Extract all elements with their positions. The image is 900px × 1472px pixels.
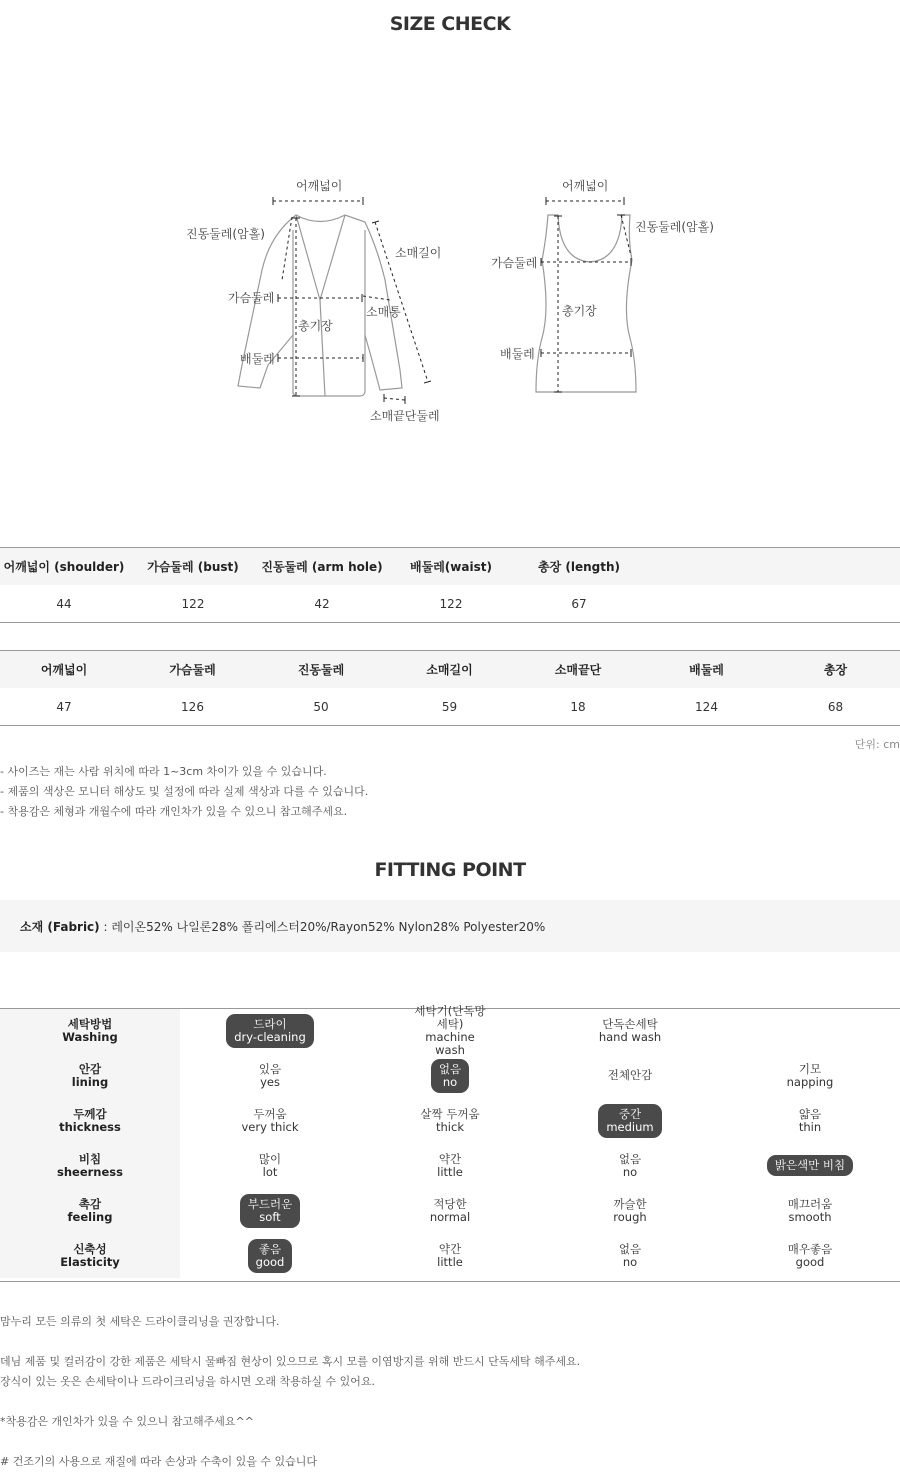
option-en: machine wash	[425, 1030, 475, 1057]
option-en: good	[795, 1254, 825, 1269]
option-ko: 밝은색만 비침	[774, 1158, 846, 1172]
fitting-option	[600, 1065, 660, 1086]
fitting-option-cell	[180, 1014, 360, 1048]
size-check-title: SIZE CHECK	[389, 13, 511, 35]
fitting-option	[605, 1194, 654, 1228]
footer-line: *착용감은 개인차가 있을 수 있으니 참고해주세요^^	[0, 1415, 254, 1428]
fitting-row	[0, 1004, 900, 1057]
option-ko: 까슬한	[613, 1196, 647, 1211]
size-table-tank	[0, 547, 900, 623]
option-en: good	[255, 1254, 285, 1269]
fitting-row	[0, 1143, 900, 1188]
option-ko: 많이	[258, 1151, 282, 1166]
fabric-info	[0, 900, 900, 952]
value-cell: 122	[181, 596, 205, 611]
fitting-row	[0, 1233, 900, 1278]
option-ko: 두꺼움	[253, 1106, 287, 1121]
option-ko: 적당한	[433, 1196, 467, 1211]
fitting-option-cell	[180, 1239, 360, 1273]
header-cell: 소매끝단	[554, 663, 602, 677]
size-table-cardigan-row	[0, 688, 900, 725]
fabric-label: 소재 (Fabric)	[20, 919, 100, 934]
value-cell: 50	[313, 699, 329, 714]
fitting-option	[779, 1059, 842, 1093]
fitting-option	[791, 1104, 829, 1138]
fitting-option-cell	[540, 1065, 720, 1086]
fitting-option-cell	[540, 1104, 720, 1138]
fitting-label-ko: 세탁방법	[67, 1017, 113, 1031]
header-cell: 배둘레(waist)	[410, 560, 492, 574]
fitting-label-ko: 촉감	[78, 1196, 102, 1211]
tank-measure-ticks	[541, 197, 631, 392]
fitting-row	[0, 1098, 900, 1143]
fitting-row-label	[0, 1143, 180, 1188]
value-cell: 59	[441, 699, 458, 714]
fitting-label-en: feeling	[67, 1209, 113, 1224]
tank-length-label: 총기장	[562, 304, 597, 318]
fitting-row	[0, 1053, 900, 1098]
size-table-cardigan-header	[0, 651, 900, 688]
header-cell: 어깨넓이	[40, 663, 88, 677]
option-en: thin	[798, 1119, 822, 1134]
fitting-row-label	[0, 1098, 180, 1143]
fitting-option	[233, 1104, 306, 1138]
option-ko: 매끄러움	[787, 1196, 833, 1211]
fitting-option	[780, 1239, 840, 1273]
value-cell: 44	[56, 596, 72, 611]
option-ko: 약간	[438, 1151, 462, 1166]
footer-line: 맘누리 모든 의류의 첫 세탁은 드라이클리닝을 권장합니다.	[0, 1315, 280, 1328]
value-cell: 42	[314, 596, 330, 611]
fitting-option-cell	[720, 1239, 900, 1273]
option-ko: 좋음	[258, 1241, 282, 1256]
option-ko: 없음	[618, 1241, 642, 1256]
fitting-row-label	[0, 1233, 180, 1278]
footer-line	[0, 1392, 580, 1412]
fitting-option-cell	[360, 1239, 540, 1273]
fitting-option-cell	[720, 1194, 900, 1228]
option-ko: 없음	[438, 1061, 462, 1076]
fitting-option-cell	[180, 1194, 360, 1228]
fitting-option	[422, 1194, 478, 1228]
option-ko: 얇음	[798, 1106, 822, 1121]
cardigan-cuff-label: 소매끝단둘레	[370, 409, 440, 423]
fitting-label-en: Washing	[62, 1030, 118, 1044]
option-en: normal	[429, 1209, 471, 1224]
cardigan-length-label: 총기장	[298, 319, 333, 333]
option-en: yes	[260, 1074, 280, 1089]
fitting-label-ko: 신축성	[73, 1241, 107, 1256]
footer-line: 장식이 있는 옷은 손세탁이나 드라이크리닝을 하시면 오래 착용하실 수 있어요.	[0, 1375, 375, 1388]
fitting-option	[802, 1027, 818, 1035]
fitting-label-en: lining	[71, 1074, 109, 1089]
fitting-label-ko: 안감	[78, 1061, 102, 1076]
cardigan-shoulder-label: 어깨넓이	[296, 179, 343, 193]
option-ko: 드라이	[253, 1017, 287, 1031]
value-cell: 126	[181, 699, 204, 714]
value-cell: 47	[56, 699, 72, 714]
fitting-option-cell	[180, 1104, 360, 1138]
size-table-cardigan	[0, 650, 900, 726]
option-en: dry-cleaning	[234, 1030, 306, 1044]
value-cell: 67	[571, 596, 587, 611]
garment-measurement-diagram	[0, 160, 900, 440]
cardigan-armhole-label: 진동둘레(암홀)	[186, 227, 265, 241]
option-en: napping	[786, 1074, 834, 1089]
tank-bust-label: 가슴둘레	[491, 256, 538, 270]
option-en: rough	[613, 1209, 647, 1224]
fitting-option	[251, 1059, 289, 1093]
header-cell: 진동둘레 (arm hole)	[261, 560, 383, 574]
fitting-option-cell	[720, 1155, 900, 1176]
option-en: little	[437, 1254, 463, 1269]
header-cell: 가슴둘레	[169, 663, 216, 677]
fitting-option-cell	[180, 1059, 360, 1093]
fitting-row-label	[0, 1009, 180, 1053]
cardigan-sleeve-width-label: 소매통	[366, 305, 401, 319]
fitting-label-ko: 비침	[78, 1151, 102, 1166]
fitting-option	[251, 1149, 289, 1183]
tank-measure-lines	[541, 201, 631, 392]
header-cell: 배둘레	[689, 663, 724, 677]
option-ko: 있음	[258, 1061, 282, 1076]
cardigan-measure-ticks	[273, 197, 431, 404]
fitting-row	[0, 1188, 900, 1233]
fitting-option	[591, 1014, 669, 1048]
fitting-option-cell	[720, 1059, 900, 1093]
option-ko: 매우좋음	[787, 1241, 833, 1256]
option-en: no	[622, 1254, 638, 1269]
fitting-option	[429, 1239, 471, 1273]
fitting-point-title: FITTING POINT	[374, 859, 526, 881]
fitting-option-cell	[360, 1149, 540, 1183]
fitting-option-cell	[360, 1001, 540, 1061]
fitting-option	[611, 1239, 649, 1273]
value-cell: 122	[439, 596, 463, 611]
care-footer	[0, 1312, 580, 1472]
fitting-option	[611, 1149, 649, 1183]
tank-shoulder-label: 어깨넓이	[562, 179, 609, 193]
header-cell: 진동둘레	[297, 663, 345, 677]
option-ko: 약간	[438, 1241, 462, 1256]
footer-line	[0, 1332, 580, 1352]
option-ko: 세탁기(단독망세탁)	[414, 1004, 486, 1031]
fitting-label-en: thickness	[59, 1119, 121, 1134]
cardigan-waist-label: 배둘레	[240, 352, 275, 366]
value-cell: 18	[570, 699, 586, 714]
header-cell: 소매길이	[426, 663, 473, 677]
fitting-label-en: sheerness	[57, 1164, 123, 1179]
option-ko: 전체안감	[607, 1068, 653, 1082]
fitting-option-cell	[720, 1104, 900, 1138]
fitting-option-cell	[540, 1014, 720, 1048]
option-ko: 기모	[798, 1061, 822, 1076]
tank-armhole-label: 진동둘레(암홀)	[635, 220, 714, 234]
note-line: - 사이즈는 재는 사람 위치에 따라 1~3cm 차이가 있을 수 있습니다.	[0, 765, 327, 778]
fitting-option-cell	[360, 1194, 540, 1228]
header-cell: 어깨넓이 (shoulder)	[3, 560, 125, 574]
fitting-option-selected	[226, 1014, 314, 1048]
fitting-label-ko: 두께감	[73, 1106, 107, 1121]
fitting-table	[0, 1004, 900, 1282]
size-notes	[0, 762, 368, 822]
cardigan-bust-label: 가슴둘레	[228, 291, 275, 305]
cardigan-measure-lines	[273, 201, 428, 400]
fitting-option-selected	[598, 1104, 661, 1138]
header-cell: 가슴둘레 (bust)	[147, 560, 239, 574]
fitting-option-selected	[431, 1059, 469, 1093]
unit-label: 단위: cm	[854, 738, 900, 751]
fitting-row-label	[0, 1188, 180, 1233]
footer-line: 데님 제품 및 컬러감이 강한 제품은 세탁시 물빠짐 현상이 있으므로 혹시 모를 이염방지를 위해 반드시 단독세탁 해주세요.	[0, 1355, 581, 1368]
option-en: medium	[606, 1119, 654, 1134]
footer-line	[0, 1432, 580, 1452]
option-en: smooth	[788, 1209, 832, 1224]
option-en: no	[622, 1164, 638, 1179]
fitting-option-cell	[180, 1149, 360, 1183]
fitting-option-cell	[720, 1027, 900, 1035]
tank-waist-label: 배둘레	[500, 347, 535, 361]
option-ko: 살짝 두꺼움	[420, 1106, 480, 1121]
header-cell: 총장 (length)	[538, 560, 620, 574]
fitting-option	[780, 1194, 840, 1228]
fitting-option-selected	[240, 1194, 300, 1228]
option-ko: 단독손세탁	[602, 1017, 658, 1031]
fabric-value: : 레이온52% 나일론28% 폴리에스터20%/Rayon52% Nylon28% Polyester20%	[99, 919, 546, 934]
note-line: - 착용감은 체형과 개월수에 따라 개인차가 있을 수 있으니 참고해주세요.	[0, 805, 348, 818]
option-ko: 없음	[618, 1151, 642, 1166]
cardigan-sleeve-length-label: 소매길이	[395, 246, 442, 260]
fitting-option-cell	[540, 1239, 720, 1273]
fitting-option	[402, 1001, 498, 1061]
fitting-option-selected	[767, 1155, 853, 1176]
value-cell: 124	[695, 699, 718, 714]
fitting-option-cell	[540, 1149, 720, 1183]
fitting-option	[412, 1104, 487, 1138]
option-en: little	[437, 1164, 463, 1179]
fitting-option-cell	[360, 1104, 540, 1138]
option-en: very thick	[241, 1119, 299, 1134]
size-table-tank-row	[0, 585, 900, 622]
value-cell: 68	[827, 699, 844, 714]
fitting-option-selected	[248, 1239, 293, 1273]
size-table-tank-header	[0, 548, 900, 585]
option-en: no	[442, 1074, 458, 1089]
fitting-option-cell	[360, 1059, 540, 1093]
fitting-option	[429, 1149, 471, 1183]
fitting-label-en: Elasticity	[60, 1254, 120, 1269]
footer-line: # 건조기의 사용으로 재질에 따라 손상과 수축이 있을 수 있습니다	[0, 1455, 317, 1468]
header-cell: 총장	[823, 663, 848, 677]
option-ko: 부드러운	[247, 1196, 293, 1211]
option-en: hand wash	[598, 1030, 662, 1044]
option-en: soft	[259, 1209, 281, 1224]
option-ko: 중간	[618, 1106, 642, 1121]
note-line: - 제품의 색상은 모니터 해상도 및 설정에 따라 실제 색상과 다를 수 있습니다.	[0, 785, 369, 798]
fitting-option-cell	[540, 1194, 720, 1228]
fitting-row-label	[0, 1053, 180, 1098]
option-en: lot	[262, 1164, 278, 1179]
option-en: thick	[436, 1119, 464, 1134]
